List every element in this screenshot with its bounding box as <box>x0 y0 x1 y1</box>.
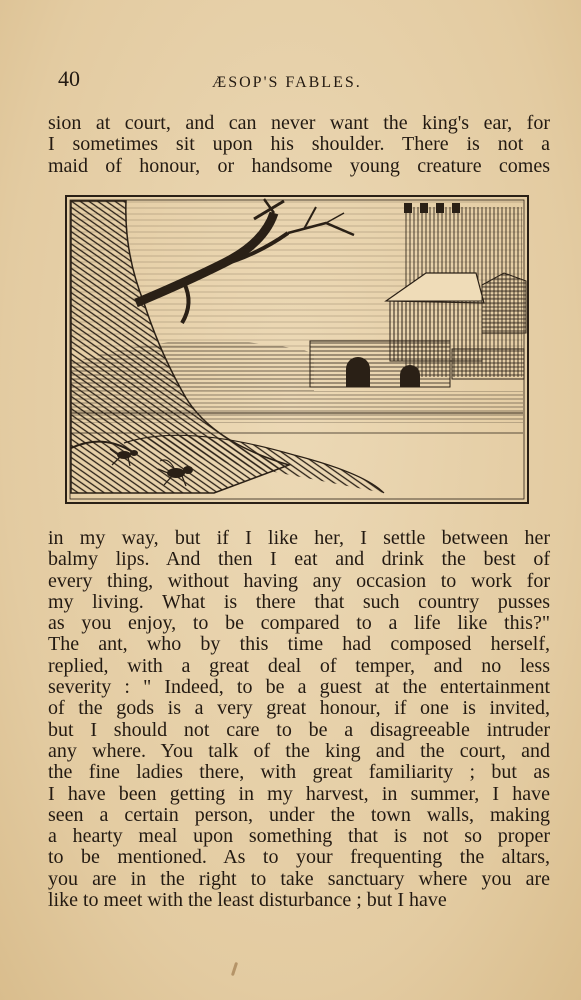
running-head: ÆSOP'S FABLES. <box>212 74 362 91</box>
text-line: as you enjoy, to be compared to a life like this?" <box>48 612 550 635</box>
page-number: 40 <box>58 66 80 91</box>
text-line: any where. You talk of the king and the court, and <box>48 739 550 762</box>
text-line: of the gods is a very great honour, if one is invited, <box>48 697 550 720</box>
text-line: to be mentioned. As to your frequenting the altars, <box>48 846 550 869</box>
text-line: seen a certain person, under the town walls, making <box>48 803 550 826</box>
text-block-bottom <box>48 528 550 911</box>
text-line: I have been getting in my harvest, in summer, I have <box>48 782 550 805</box>
text-line: sion at court, and can never want the king's ear, for <box>48 112 550 134</box>
text-line: but I should not care to be a disagreeable intruder <box>48 718 550 741</box>
text-line: maid of honour, or handsome young creature comes <box>48 154 550 177</box>
text-line: severity : " Indeed, to be a guest at the entertainment <box>48 676 550 699</box>
text-line: a hearty meal upon something that is not so proper <box>48 825 550 848</box>
text-line: the fine ladies there, with great familiarity ; but as <box>48 761 550 784</box>
text-line: in my way, but if I like her, I settle between her <box>48 527 550 549</box>
text-line: replied, with a great deal of temper, and no less <box>48 654 550 677</box>
text-line: The ant, who by this time had composed herself, <box>48 633 550 656</box>
text-block-top <box>48 113 550 177</box>
paper-blemish <box>231 962 238 976</box>
woodcut-illustration <box>64 193 530 508</box>
text-line: balmy lips. And then I eat and drink the best of <box>48 548 550 571</box>
text-line: you are in the right to take sanctuary where you are <box>48 867 550 890</box>
text-line: every thing, without having any occasion to work for <box>48 569 550 592</box>
text-line: I sometimes sit upon his shoulder. There is not a <box>48 133 550 156</box>
text-line: my living. What is there that such country pusses <box>48 590 550 613</box>
text-line: like to meet with the least disturbance ; but I have <box>48 889 447 912</box>
